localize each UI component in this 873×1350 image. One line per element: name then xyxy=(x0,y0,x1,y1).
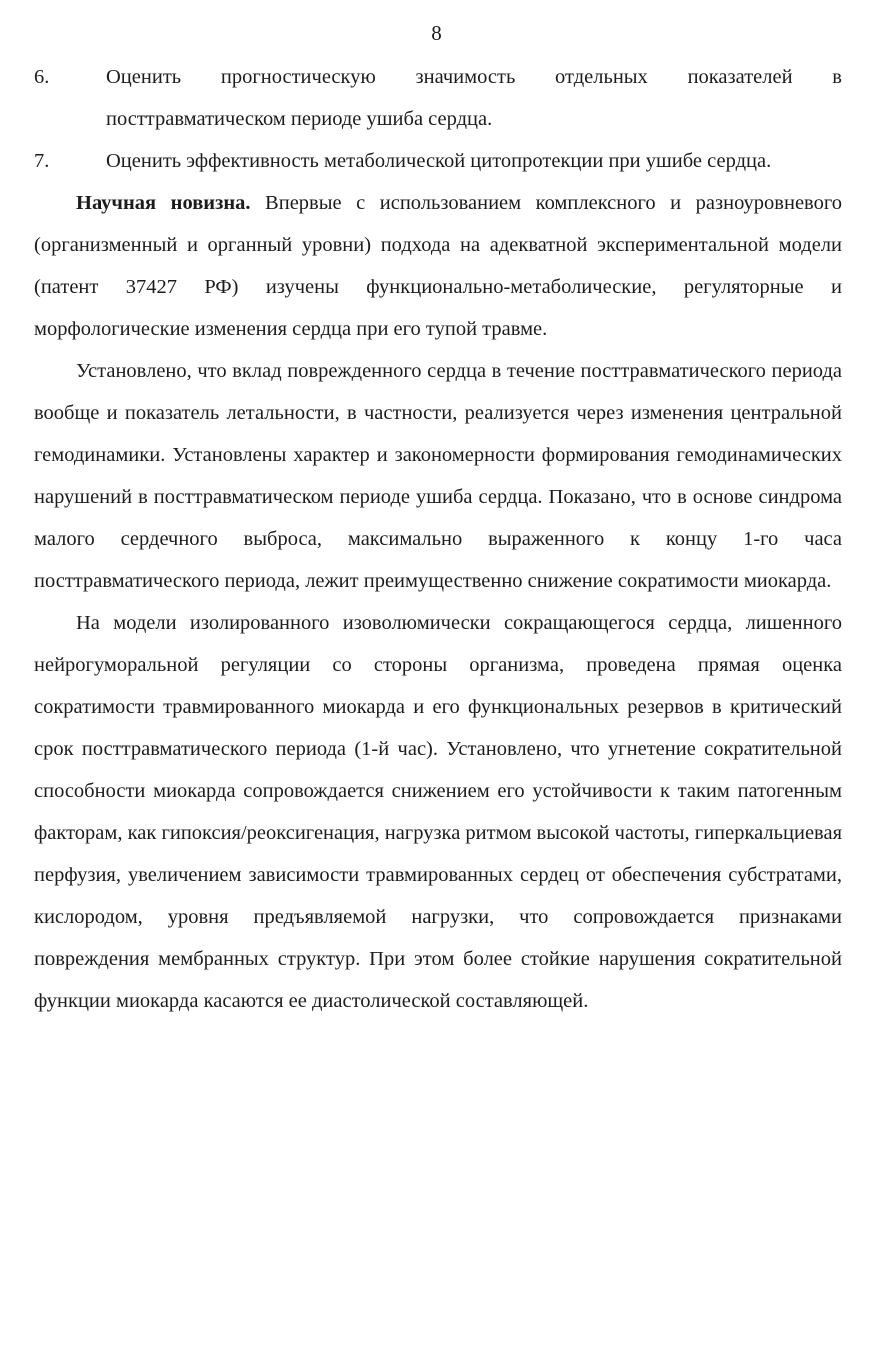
novelty-text: Впервые с использованием комплексного и разноуровневого (организменный и органный уровни) подхода на адекватной экспериментальной модели (патент 37427 РФ) изучены функционально-метаболические, регуляторные и морфологические изменения сердца при его тупой травме. xyxy=(34,192,842,340)
body-paragraph-isolated-heart: На модели изолированного изоволюмически сокращающегося сердца, лишенного нейрогуморальной регуляции со стороны организма, проведена прямая оценка сократимости травмированного миокарда и его функциональных резервов в критический срок посттравматического периода (1-й час). Установлено, что угнетение сократительной способности миокарда сопровождается снижением его устойчивости к таким патогенным факторам, как гипоксия/реоксигенация, нагрузка ритмом высокой частоты, гиперкальциевая перфузия, увеличением зависимости травмированных сердец от обеспечения субстратами, кислородом, уровня предъявляемой нагрузки, что сопровождается признаками повреждения мембранных структур. При этом более стойкие нарушения сократительной функции миокарда касаются ее диастолической составляющей. xyxy=(34,612,842,1012)
list-item-6 xyxy=(34,56,842,140)
novelty-paragraph xyxy=(34,182,842,350)
list-item-number: 6. xyxy=(34,66,50,88)
list-item-7 xyxy=(34,140,842,182)
body-paragraph-hemodynamics: Установлено, что вклад поврежденного сердца в течение посттравматического периода вообще и показатель летальности, в частности, реализуется через изменения центральной гемодинамики. Установлены характер и закономерности формирования гемодинамических нарушений в посттравматическом периоде ушиба сердца. Показано, что в основе синдрома малого сердечного выброса, максимально выраженного к концу 1-го часа посттравматического периода, лежит преимущественно снижение сократимости миокарда. xyxy=(34,360,842,592)
list-item-text: Оценить эффективность метаболической цитопротекции при ушибе сердца. xyxy=(106,150,772,172)
page-content xyxy=(34,56,842,1022)
list-item-number: 7. xyxy=(34,150,50,172)
page-number: 8 xyxy=(431,21,442,45)
novelty-heading: Научная новизна. xyxy=(76,192,251,214)
list-item-text: Оценить прогностическую значимость отдельных показателей в посттравматическом периоде ушиба сердца. xyxy=(106,66,842,130)
